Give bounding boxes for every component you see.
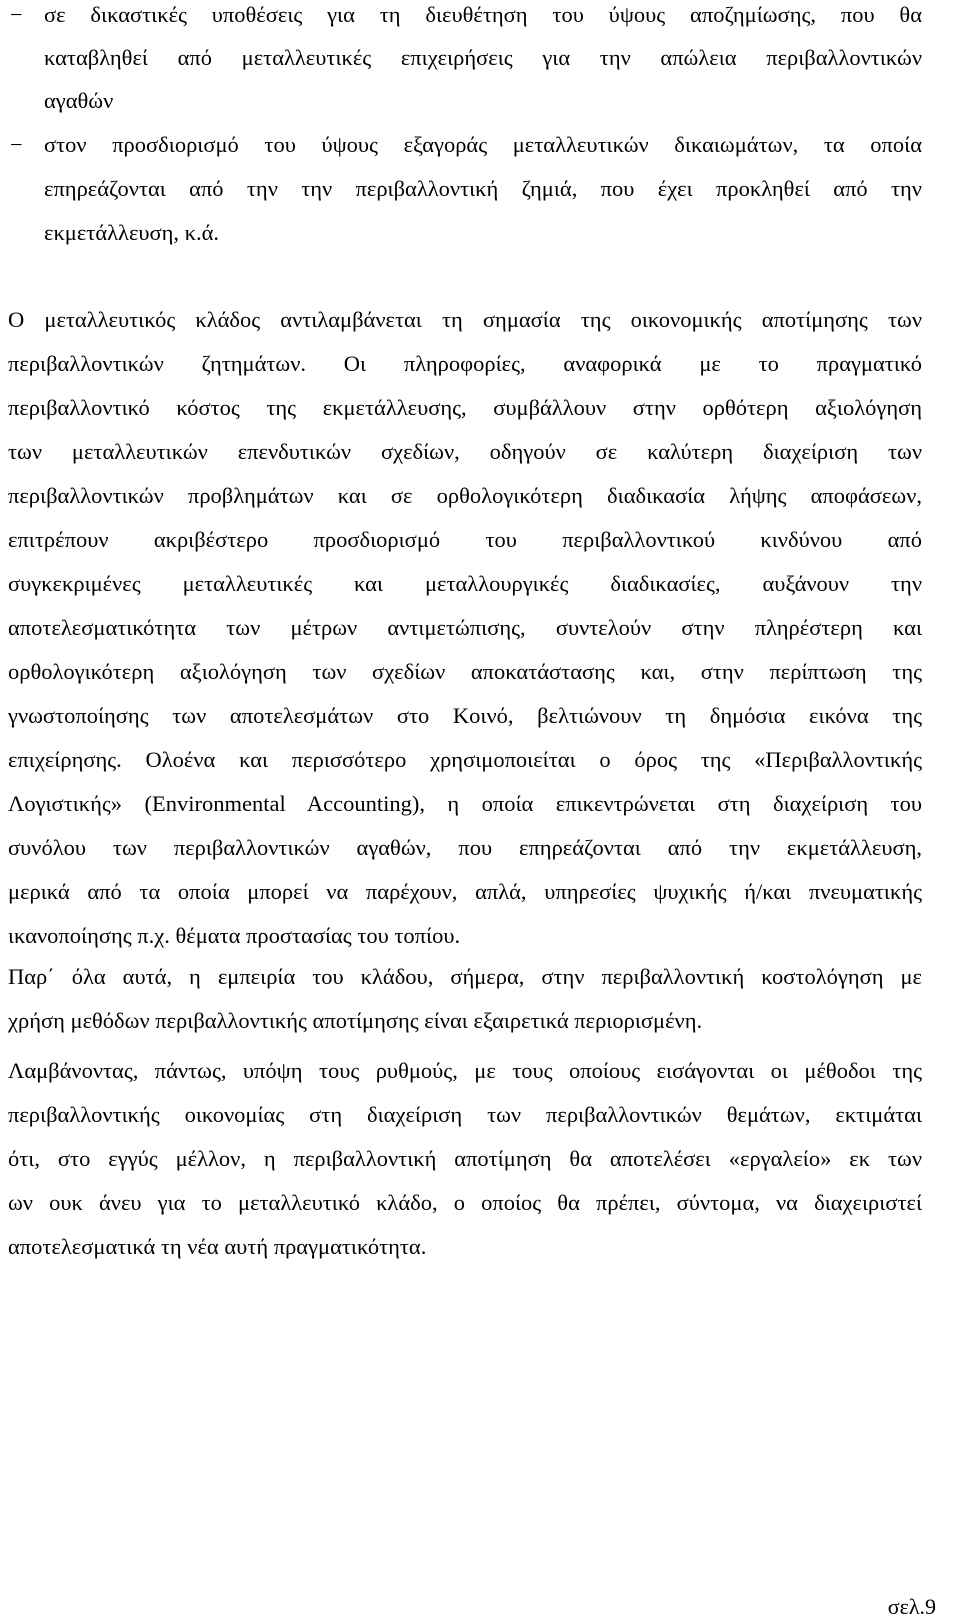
paragraph-line: αποτελεσματικά τη νέα αυτή πραγματικότητα.: [8, 1234, 427, 1259]
page-number: σελ.9: [887, 1594, 936, 1619]
paragraph-line: Λαμβάνοντας, πάντως, υπόψη τους ρυθμούς, με τους οποίους εισάγονται οι μέθοδοι της: [8, 1058, 922, 1083]
paragraph-line: περιβαλλοντικών προβλημάτων και σε ορθολογικότερη διαδικασία λήψης αποφάσεων,: [8, 483, 922, 508]
paragraph-line: επιτρέπουν ακριβέστερο προσδιορισμό του περιβαλλοντικού κινδύνου από: [8, 527, 922, 552]
paragraph-line: αποτελεσματικότητα των μέτρων αντιμετώπισης, συντελούν στην πληρέστερη και: [8, 615, 922, 640]
bullet-line: καταβληθεί από μεταλλευτικές επιχειρήσεις για την απώλεια περιβαλλοντικών: [44, 45, 922, 70]
paragraph-line: Λογιστικής» (Environmental Accounting), η οποία επικεντρώνεται στη διαχείριση του: [8, 791, 922, 816]
paragraph-line: συνόλου των περιβαλλοντικών αγαθών, που επηρεάζονται από την εκμετάλλευση,: [8, 835, 922, 860]
bullet-dash: −: [10, 132, 23, 157]
bullet-line: σε δικαστικές υποθέσεις για τη διευθέτηση του ύψους αποζημίωσης, που θα: [44, 2, 922, 27]
paragraph-line: περιβαλλοντικό κόστος της εκμετάλλευσης, συμβάλλουν στην ορθότερη αξιολόγηση: [8, 395, 922, 420]
paragraph-line: ων ουκ άνευ για το μεταλλευτικό κλάδο, ο οποίος θα πρέπει, σύντομα, να διαχειριστεί: [8, 1190, 922, 1215]
paragraph-line: επιχείρησης. Ολοένα και περισσότερο χρησιμοποιείται ο όρος της «Περιβαλλοντικής: [8, 747, 922, 772]
paragraph-line: περιβαλλοντικής οικονομίας στη διαχείριση των περιβαλλοντικών θεμάτων, εκτιμάται: [8, 1102, 922, 1127]
paragraph-line: ότι, στο εγγύς μέλλον, η περιβαλλοντική αποτίμηση θα αποτελέσει «εργαλείο» εκ των: [8, 1146, 922, 1171]
bullet-line: επηρεάζονται από την την περιβαλλοντική ζημιά, που έχει προκληθεί από την: [44, 176, 922, 201]
paragraph-line: συγκεκριμένες μεταλλευτικές και μεταλλουργικές διαδικασίες, αυξάνουν την: [8, 571, 922, 596]
bullet-line: στον προσδιορισμό του ύψους εξαγοράς μεταλλευτικών δικαιωμάτων, τα οποία: [44, 132, 922, 157]
paragraph-line: Παρ΄ όλα αυτά, η εμπειρία του κλάδου, σήμερα, στην περιβαλλοντική κοστολόγηση με: [8, 964, 922, 989]
paragraph-line: των μεταλλευτικών επενδυτικών σχεδίων, οδηγούν σε καλύτερη διαχείριση των: [8, 439, 922, 464]
paragraph-line: περιβαλλοντικών ζητημάτων. Οι πληροφορίες, αναφορικά με το πραγματικό: [8, 351, 922, 376]
bullet-line: αγαθών: [44, 88, 114, 113]
bullet-dash: −: [10, 2, 23, 27]
paragraph-line: ορθολογικότερη αξιολόγηση των σχεδίων αποκατάστασης και, στην περίπτωση της: [8, 659, 922, 684]
paragraph-line: ικανοποίησης π.χ. θέματα προστασίας του τοπίου.: [8, 923, 461, 948]
paragraph-line: Ο μεταλλευτικός κλάδος αντιλαμβάνεται τη σημασία της οικονομικής αποτίμησης των: [8, 307, 922, 332]
paragraph-line: χρήση μεθόδων περιβαλλοντικής αποτίμησης είναι εξαιρετικά περιορισμένη.: [8, 1008, 703, 1033]
paragraph-line: μερικά από τα οποία μπορεί να παρέχουν, απλά, υπηρεσίες ψυχικής ή/και πνευματικής: [8, 879, 922, 904]
bullet-line: εκμετάλλευση, κ.ά.: [44, 220, 220, 245]
paragraph-line: γνωστοποίησης των αποτελεσμάτων στο Κοινό, βελτιώνουν τη δημόσια εικόνα της: [8, 703, 922, 728]
